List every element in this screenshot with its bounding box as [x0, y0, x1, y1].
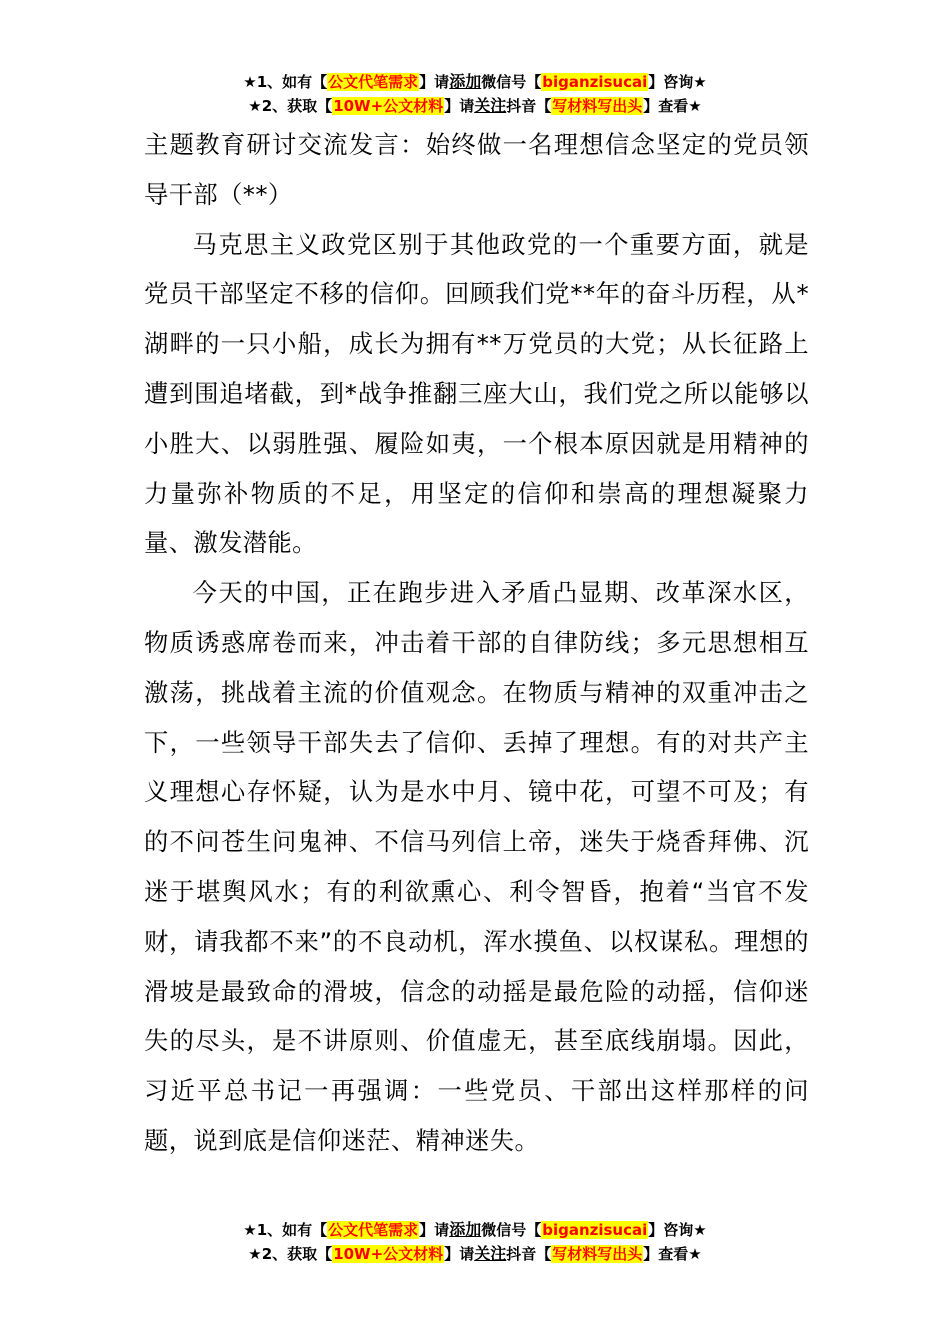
banner-text: ★1、如有【 — [243, 73, 328, 91]
paragraph-1: 马克思主义政党区别于其他政党的一个重要方面，就是党员干部坚定不移的信仰。回顾我们党**年的奋斗历程，从*湖畔的一只小船，成长为拥有**万党员的大党；从长征路上遭到围追堵截，到*战争推翻三座大山，我们党之所以能够以小胜大、以弱胜强、履险如夷，一个根本原因就是用精神的力量弥补物质的不足，用坚定的信仰和崇高的理想凝聚力量、激发潜能。 — [144, 229, 809, 558]
highlight-wechat-id: biganzisucai — [542, 73, 648, 91]
document-title: 主题教育研讨交流发言：始终做一名理想信念坚定的党员领导干部（**） — [144, 130, 809, 209]
banner-text: 】请 — [444, 1245, 475, 1263]
banner-text: 】请 — [419, 1221, 450, 1239]
banner-line-2 — [0, 1242, 950, 1266]
banner-text: 】咨询★ — [648, 1221, 707, 1239]
highlight-douyin-account: 写材料写出头 — [552, 1245, 643, 1263]
highlight-wechat-id: biganzisucai — [542, 1221, 648, 1239]
emphasis-follow: 关注 — [474, 1244, 507, 1263]
highlight-materials: 10W+公文材料 — [333, 1245, 444, 1263]
banner-text: 】查看★ — [643, 97, 702, 115]
banner-text: 微信号【 — [481, 1221, 542, 1239]
banner-text: 】咨询★ — [648, 73, 707, 91]
highlight-materials: 10W+公文材料 — [333, 97, 444, 115]
banner-line-2 — [0, 94, 950, 118]
header-banner — [0, 70, 950, 118]
banner-line-1 — [0, 1218, 950, 1242]
banner-line-1 — [0, 70, 950, 94]
highlight-service: 公文代笔需求 — [328, 73, 419, 91]
banner-text: 抖音【 — [506, 97, 552, 115]
footer-banner — [0, 1218, 950, 1266]
banner-text: 抖音【 — [506, 1245, 552, 1263]
banner-text: 微信号【 — [481, 73, 542, 91]
banner-text: ★2、获取【 — [248, 97, 333, 115]
emphasis-add: 添加 — [449, 72, 482, 91]
paragraph-2: 今天的中国，正在跑步进入矛盾凸显期、改革深水区，物质诱惑席卷而来，冲击着干部的自律防线；多元思想相互激荡，挑战着主流的价值观念。在物质与精神的双重冲击之下，一些领导干部失去了信仰、丢掉了理想。有的对共产主义理想心存怀疑，认为是水中月、镜中花，可望不可及；有的不问苍生问鬼神、不信马列信上帝，迷失于烧香拜佛、沉迷于堪舆风水；有的利欲熏心、利令智昏，抱着“当官不发财，请我都不来”的不良动机，浑水摸鱼、以权谋私。理想的滑坡是最致命的滑坡，信念的动摇是最危险的动摇，信仰迷失的尽头，是不讲原则、价值虚无，甚至底线崩塌。因此，习近平总书记一再强调：一些党员、干部出这样那样的问题，说到底是信仰迷茫、精神迷失。 — [144, 578, 809, 1155]
highlight-douyin-account: 写材料写出头 — [552, 97, 643, 115]
banner-text: 】请 — [444, 97, 475, 115]
emphasis-add: 添加 — [449, 1220, 482, 1239]
highlight-service: 公文代笔需求 — [328, 1221, 419, 1239]
banner-text: 】查看★ — [643, 1245, 702, 1263]
banner-text: 】请 — [419, 73, 450, 91]
emphasis-follow: 关注 — [474, 96, 507, 115]
banner-text: ★2、获取【 — [248, 1245, 333, 1263]
banner-text: ★1、如有【 — [243, 1221, 328, 1239]
document-body — [144, 120, 809, 1166]
